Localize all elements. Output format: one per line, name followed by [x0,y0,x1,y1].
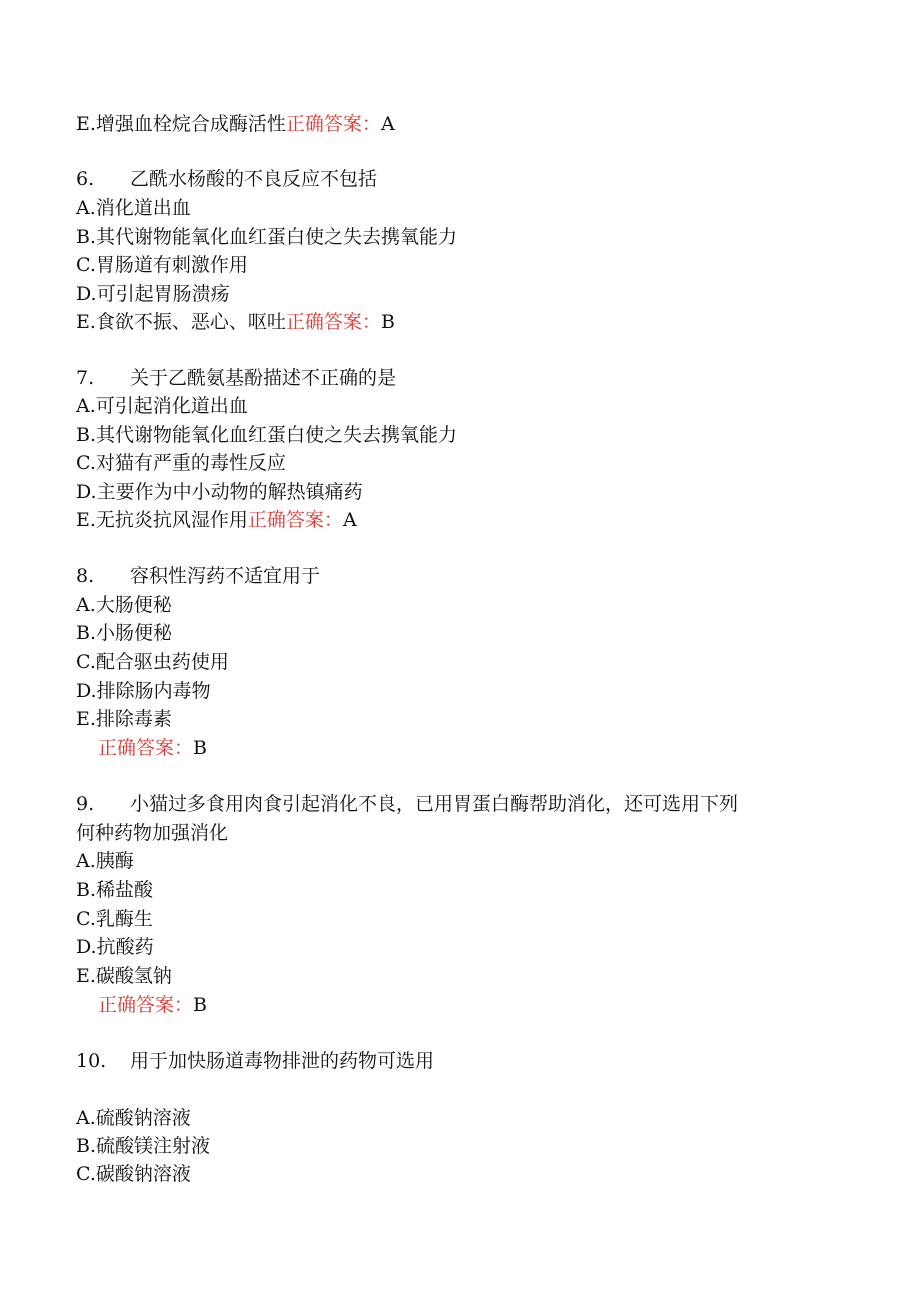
q7-stem: 关于乙酰氨基酚描述不正确的是 [130,367,397,389]
q5-option-e-line [76,112,395,136]
answer-label: 正确答案： [98,994,194,1016]
q7-number: 7. [76,367,95,389]
q8-option-c: C.配合驱虫药使用 [76,651,229,673]
q8-stem-line [76,564,320,588]
q9-stem-line [76,792,738,816]
q6-option-b: B.其代谢物能氧化血红蛋白使之失去携氧能力 [76,226,458,248]
q6-option-a: A.消化道出血 [76,197,191,219]
q8-number: 8. [76,565,95,587]
answer-label: 正确答案： [285,311,381,333]
q5-option-e: E.增强血栓烷合成酶活性 [76,113,286,135]
q7-option-c: C.对猫有严重的毒性反应 [76,452,286,474]
q9-option-a: A.胰酶 [76,850,134,872]
q9-stem-line2: 何种药物加强消化 [76,822,229,844]
q8-answer: B [193,737,207,759]
q9-option-e: E.碳酸氢钠 [76,965,172,987]
q6-stem-line [76,167,377,191]
q10-stem: 用于加快肠道毒物排泄的药物可选用 [130,1050,435,1072]
q8-option-e: E.排除毒素 [76,708,172,730]
q6-option-e-line [76,310,395,334]
q9-option-d: D.抗酸药 [76,936,154,958]
q9-answer: B [193,994,207,1016]
q10-option-b: B.硫酸镁注射液 [76,1135,211,1157]
q9-option-c: C.乳酶生 [76,908,153,930]
q5-answer: A [380,113,395,135]
q8-option-d: D.排除肠内毒物 [76,680,211,702]
q6-option-d: D.可引起胃肠溃疡 [76,283,230,305]
q8-stem: 容积性泻药不适宜用于 [130,565,321,587]
q7-option-b: B.其代谢物能氧化血红蛋白使之失去携氧能力 [76,424,458,446]
q10-stem-line [76,1049,434,1073]
answer-label: 正确答案： [98,737,194,759]
answer-label: 正确答案： [285,113,381,135]
q7-option-e-line [76,508,357,532]
q6-number: 6. [76,168,95,190]
q10-number: 10. [76,1050,107,1072]
q6-option-c: C.胃肠道有刺激作用 [76,254,248,276]
q6-answer: B [380,311,395,333]
q9-option-b: B.稀盐酸 [76,879,154,901]
q6-option-e: E.食欲不振、恶心、呕吐 [76,311,286,333]
q7-stem-line [76,366,396,390]
q8-option-b: B.小肠便秘 [76,622,173,644]
q8-answer-line [98,736,207,760]
q8-option-a: A.大肠便秘 [76,594,172,616]
q6-stem: 乙酰水杨酸的不良反应不包括 [130,168,378,190]
q7-answer: A [342,509,357,531]
q9-answer-line [98,993,207,1017]
q10-option-c: C.碳酸钠溶液 [76,1163,191,1185]
q7-option-a: A.可引起消化道出血 [76,395,248,417]
q9-stem-line1: 小猫过多食用肉食引起消化不良，已用胃蛋白酶帮助消化，还可选用下列 [130,793,739,815]
q7-option-e: E.无抗炎抗风湿作用 [76,509,248,531]
q10-option-a: A.硫酸钠溶液 [76,1107,191,1129]
answer-label: 正确答案： [247,509,343,531]
q7-option-d: D.主要作为中小动物的解热镇痛药 [76,481,363,503]
q9-number: 9. [76,793,95,815]
